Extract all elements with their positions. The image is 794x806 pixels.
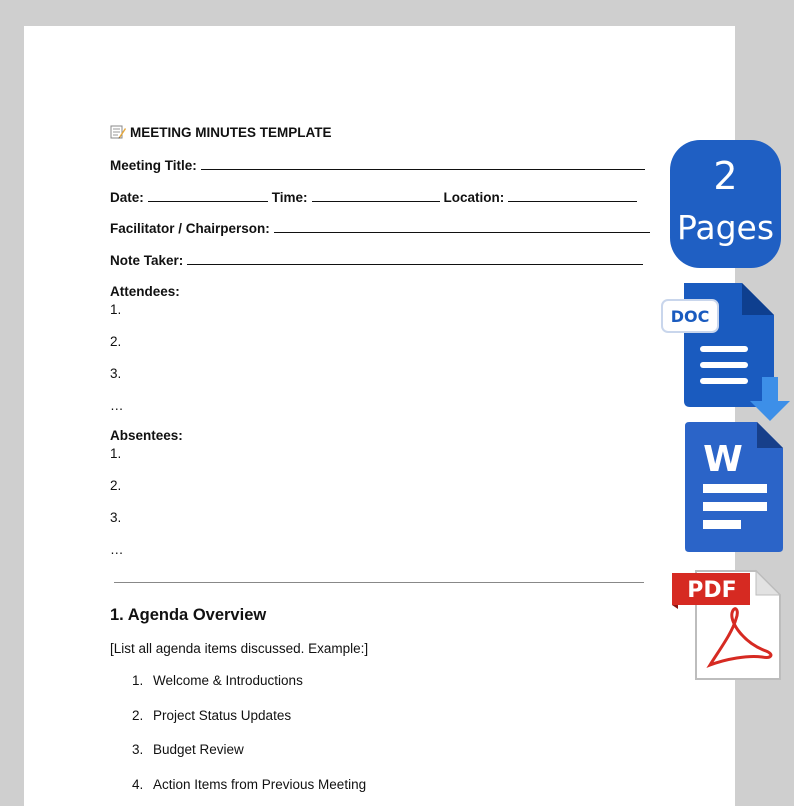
time-label: Time: <box>271 190 308 205</box>
meeting-title-field[interactable] <box>110 157 649 173</box>
note-taker-field[interactable] <box>110 252 647 268</box>
attendee-item: 1. <box>110 302 122 317</box>
title-text: MEETING MINUTES TEMPLATE <box>130 125 332 140</box>
doc-file-icon[interactable] <box>660 283 794 423</box>
absentee-item: 2. <box>110 478 122 493</box>
attendee-item: 3. <box>110 366 122 381</box>
agenda-heading: 1. Agenda Overview <box>110 606 267 624</box>
facilitator-field[interactable] <box>110 220 654 236</box>
document-page <box>24 26 735 806</box>
document-title <box>110 125 332 140</box>
meeting-title-label: Meeting Title: <box>110 158 197 173</box>
attendee-item: 2. <box>110 334 122 349</box>
memo-icon <box>110 125 126 139</box>
attendee-item: … <box>110 398 124 413</box>
absentees-heading <box>110 428 183 443</box>
location-label: Location: <box>443 190 505 205</box>
note-taker-label: Note Taker: <box>110 253 184 268</box>
date-label: Date: <box>110 190 144 205</box>
absentee-item: … <box>110 542 124 557</box>
meeting-title-blank[interactable] <box>201 157 645 170</box>
agenda-item-text: Welcome & Introductions <box>153 673 303 688</box>
agenda-item-number: 3. <box>132 742 144 757</box>
pdf-file-icon[interactable] <box>670 569 782 683</box>
note-taker-blank[interactable] <box>187 252 643 265</box>
agenda-item <box>132 742 244 757</box>
agenda-item-text: Project Status Updates <box>153 708 292 723</box>
doc-label: DOC <box>670 307 710 326</box>
agenda-item-number: 4. <box>132 777 144 792</box>
pdf-label: PDF <box>687 578 737 603</box>
page-word: Pages <box>676 208 775 247</box>
absentee-item: 3. <box>110 510 122 525</box>
agenda-item-number: 1. <box>132 673 144 688</box>
page-count-badge <box>670 140 781 268</box>
absentees-label: Absentees: <box>110 428 183 443</box>
agenda-item <box>132 708 291 723</box>
agenda-item-text: Budget Review <box>153 742 244 757</box>
absentee-item: 1. <box>110 446 122 461</box>
word-file-icon[interactable] <box>685 422 785 554</box>
agenda-note: [List all agenda items discussed. Example:] <box>110 641 369 656</box>
date-blank[interactable] <box>148 189 268 202</box>
word-label: W <box>703 439 743 480</box>
facilitator-blank[interactable] <box>274 220 650 233</box>
facilitator-label: Facilitator / Chairperson: <box>110 221 270 236</box>
attendees-label: Attendees: <box>110 284 180 299</box>
agenda-item <box>132 777 366 792</box>
agenda-item-text: Action Items from Previous Meeting <box>153 777 367 792</box>
page-count: 2 <box>713 154 738 198</box>
attendees-heading <box>110 284 180 299</box>
section-divider <box>114 582 644 583</box>
date-time-location-row <box>110 189 641 205</box>
location-blank[interactable] <box>508 189 637 202</box>
time-blank[interactable] <box>312 189 440 202</box>
agenda-item <box>132 673 303 688</box>
agenda-item-number: 2. <box>132 708 144 723</box>
